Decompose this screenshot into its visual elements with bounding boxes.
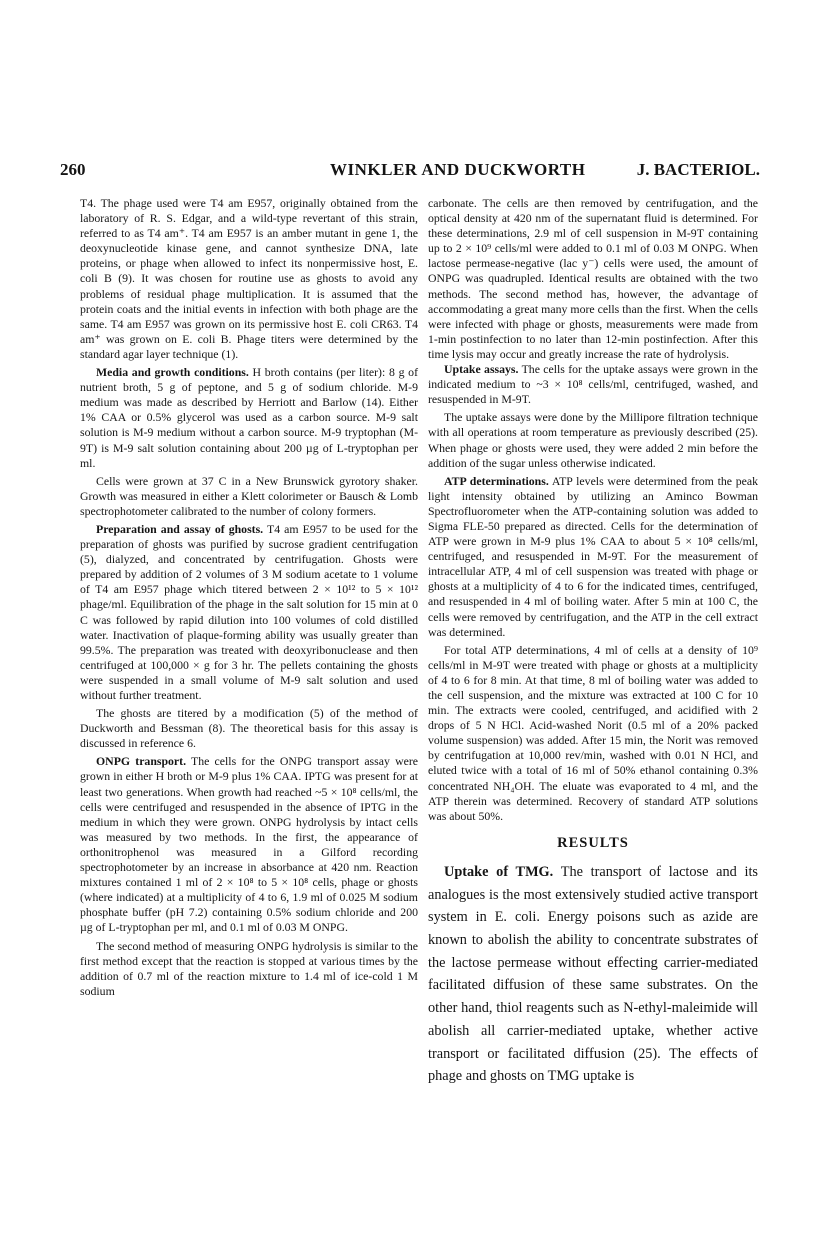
running-head: WINKLER AND DUCKWORTH <box>330 160 586 179</box>
section-head-ghosts: Preparation and assay of ghosts. <box>96 521 264 536</box>
paragraph-total-atp: For total ATP determinations, 4 ml of cells at a density of 10⁹ cells/ml in M-9T were treated with phage or ghosts at a multiplicity of 4 to 6 for 8 min. At that time, 8 ml of boiling water was added to the cell suspension, and the mixture was extracted at 100 C for 10 min. The extracts were cooled, centrifuged, and acidified with 2 drops of 5 N HCl. Acid-washed Norit (0.5 ml of a 20% packed volume suspension) was added. After 15 min, the Norit was removed by centrifugation at 10,000 rev/min, washed with 0.01 N HCl, and eluted twice with a total of 16 ml of 50% ethanol containing 0.3% concentrated NH₄OH. The eluate was evaporated to 4 ml, and the ATP therein was determined. Recovery of standard ATP solutions was about 50%. <box>428 642 758 823</box>
section-head-tmg: Uptake of TMG. <box>444 863 554 880</box>
paragraph-media-text: H broth contains (per liter): 8 g of nutrient broth, 5 g of peptone, and 5 g of sodium chloride. M-9 medium was made as described by Herriott and Barlow (14). Either 1% CAA or 0.5% glycerol was used as a carbon source. M-9 salt solution is M-9 medium without a carbon source. M-9 tryptophan (M-9T) is M-9 salt solution containing about 200 µg of L-tryptophan per ml. <box>80 365 418 470</box>
paragraph-onpg <box>80 754 418 935</box>
section-head-atp: ATP determinations. <box>444 473 549 488</box>
section-head-onpg: ONPG transport. <box>96 754 187 769</box>
paragraph-atp-text: ATP levels were determined from the peak light intensity obtained by utilizing an Aminco Bowman Spectrofluorometer when the ATP-containing solution was added to Sigma FLE-50 prepared as directed. Cells for the determination of ATP were grown in M-9 plus 1% CAA to about 5 × 10⁸ cells/ml, centrifuged, and resuspended in M-9T. For the measurement of intracellular ATP, 4 ml of cell suspension was treated with phage or ghosts at a multiplicity of 4 to 6 for the indicated times, centrifuged, and resuspended in 4 ml of boiling water. After 5 min at 100 C, the cells were removed by centrifugation, and the ATP in the cell extract was determined. <box>428 473 758 639</box>
paragraph-millipore: The uptake assays were done by the Millipore filtration technique with all operations at room temperature as previously described (25). When phage or ghosts were used, they were added 2 min before the addition of the sugar unless otherwise indicated. <box>428 410 758 470</box>
left-column <box>80 196 418 999</box>
paragraph-tmg <box>428 861 758 1088</box>
paragraph-uptake-text: The cells for the uptake assays were grown in the indicated medium to ~3 × 10⁸ cells/ml, centrifuged, washed, and resuspended in M-9T. <box>428 362 758 407</box>
paragraph-media <box>80 365 418 471</box>
right-column <box>428 196 758 1088</box>
paragraph-ghost-titer: The ghosts are titered by a modification (5) of the method of Duckworth and Bessman (8). The theoretical basis for this assay is discussed in reference 6. <box>80 706 418 751</box>
paragraph-ghosts <box>80 522 418 703</box>
page-number: 260 <box>60 160 86 179</box>
results-heading: RESULTS <box>557 834 629 851</box>
paragraph-tmg-text: The transport of lactose and its analogues is the most extensively studied active transport system in E. coli. Energy poisons such as azide are known to abolish the ability to concentrate substrates of the lactose permease without effecting carrier-mediated facilitated diffusion of these same substrates. On the other hand, thiol reagents such as N-ethyl-maleimide will abolish all carrier-mediated uptake, whether active transport or facilitated diffusion (25). The effects of phage and ghosts on TMG uptake is <box>428 863 758 1085</box>
paragraph-cells-grown: Cells were grown at 37 C in a New Brunswick gyrotory shaker. Growth was measured in either a Klett colorimeter or Bausch & Lomb spectrophotometer calibrated to the number of colony formers. <box>80 473 418 518</box>
section-head-media: Media and growth conditions. <box>96 365 249 380</box>
paragraph-second-method: The second method of measuring ONPG hydrolysis is similar to the first method except that the reaction is stopped at various times by the addition of 0.7 ml of the reaction mixture to 1.4 ml of ice-cold 1 M sodium <box>80 938 418 998</box>
paragraph-atp <box>428 474 758 640</box>
paragraph-uptake <box>428 362 758 407</box>
section-head-uptake: Uptake assays. <box>444 362 519 377</box>
paragraph-carbonate: carbonate. The cells are then removed by centrifugation, and the optical density at 420 nm of the supernatant fluid is determined. For these determinations, 2.9 ml of cell suspension in M-9T containing up to 2 × 10⁹ cells/ml were added to 0.1 ml of 0.03 M ONPG. When lactose permease-negative (lac y⁻) cells were used, the amount of ONPG was quadrupled. Identical results are obtained with the two methods. The second method has, however, the advantage of accommodating a great many more cells than the first. When the cells were infected with phage or ghosts, measurements were made from 1-min postinfection to no later than 12-min postinfection. After this time lysis may occur and greatly increase the rate of hydrolysis. <box>428 196 758 361</box>
paragraph-ghosts-text: T4 am E957 to be used for the preparation of ghosts was purified by sucrose gradient centrifugation (5), dialyzed, and concentrated by centrifugation. Ghosts were prepared by addition of 2 volumes of 3 M sodium acetate to 1 volume of T4 am E957 phage which titered between 2 × 10¹² to 5 × 10¹² phage/ml. Equilibration of the phage in the salt solution for 15 min at 0 C was followed by rapid dilution into 100 volumes of cold distilled water. Inactivation of plaque-forming ability was usually greater than 99.5%. The preparation was treated with deoxyribonuclease and then centrifuged at 100,000 × g for 3 hr. The pellets containing the ghosts were suspended in a small volume of M-9 salt solution and used without further treatment. <box>80 521 418 702</box>
paragraph-phage-strains: T4. The phage used were T4 am E957, originally obtained from the laboratory of R. S. Edgar, and a wild-type revertant of this strain, referred to as T4 am⁺. T4 am E957 is an amber mutant in gene 1, the deoxynucleotide kinase gene, and cannot synthesize DNA, late proteins, or phage when allowed to infect its nonpermissive host, E. coli B (9). It was chosen for routine use as ghosts to avoid any problems of residual phage multiplication. It is assumed that the protein coats and the initial events in infection with both phage are the same. T4 am E957 was grown on its permissive host E. coli CR63. T4 am⁺ was grown on E. coli B. Phage titers were determined by the standard agar layer technique (1). <box>80 196 418 361</box>
paragraph-onpg-text: The cells for the ONPG transport assay were grown in either H broth or M-9 plus 1% CAA. IPTG was present for at least two generations. When growth had reached ~5 × 10⁸ cells/ml, the cells were centrifuged and resuspended in the absence of IPTG in the medium in which they were grown. ONPG hydrolysis by intact cells was measured by two methods. In the first, the appearance of orthonitrophenol was measured in a Gilford recording spectrophotometer by an increase in absorbance at 420 nm. Reaction mixtures contained 1 ml of 2 × 10⁸ to 5 × 10⁸ cells, phage or ghosts (where indicated) at a multiplicity of 4 to 6, 1.9 ml of 0.025 M sodium phosphate buffer (pH 7.2) containing 0.5% sodium chloride and 200 µg of L-tryptophan per ml, and 0.1 ml of 0.03 M ONPG. <box>80 754 418 935</box>
journal-name: J. BACTERIOL. <box>636 160 760 179</box>
page-header <box>60 160 760 184</box>
